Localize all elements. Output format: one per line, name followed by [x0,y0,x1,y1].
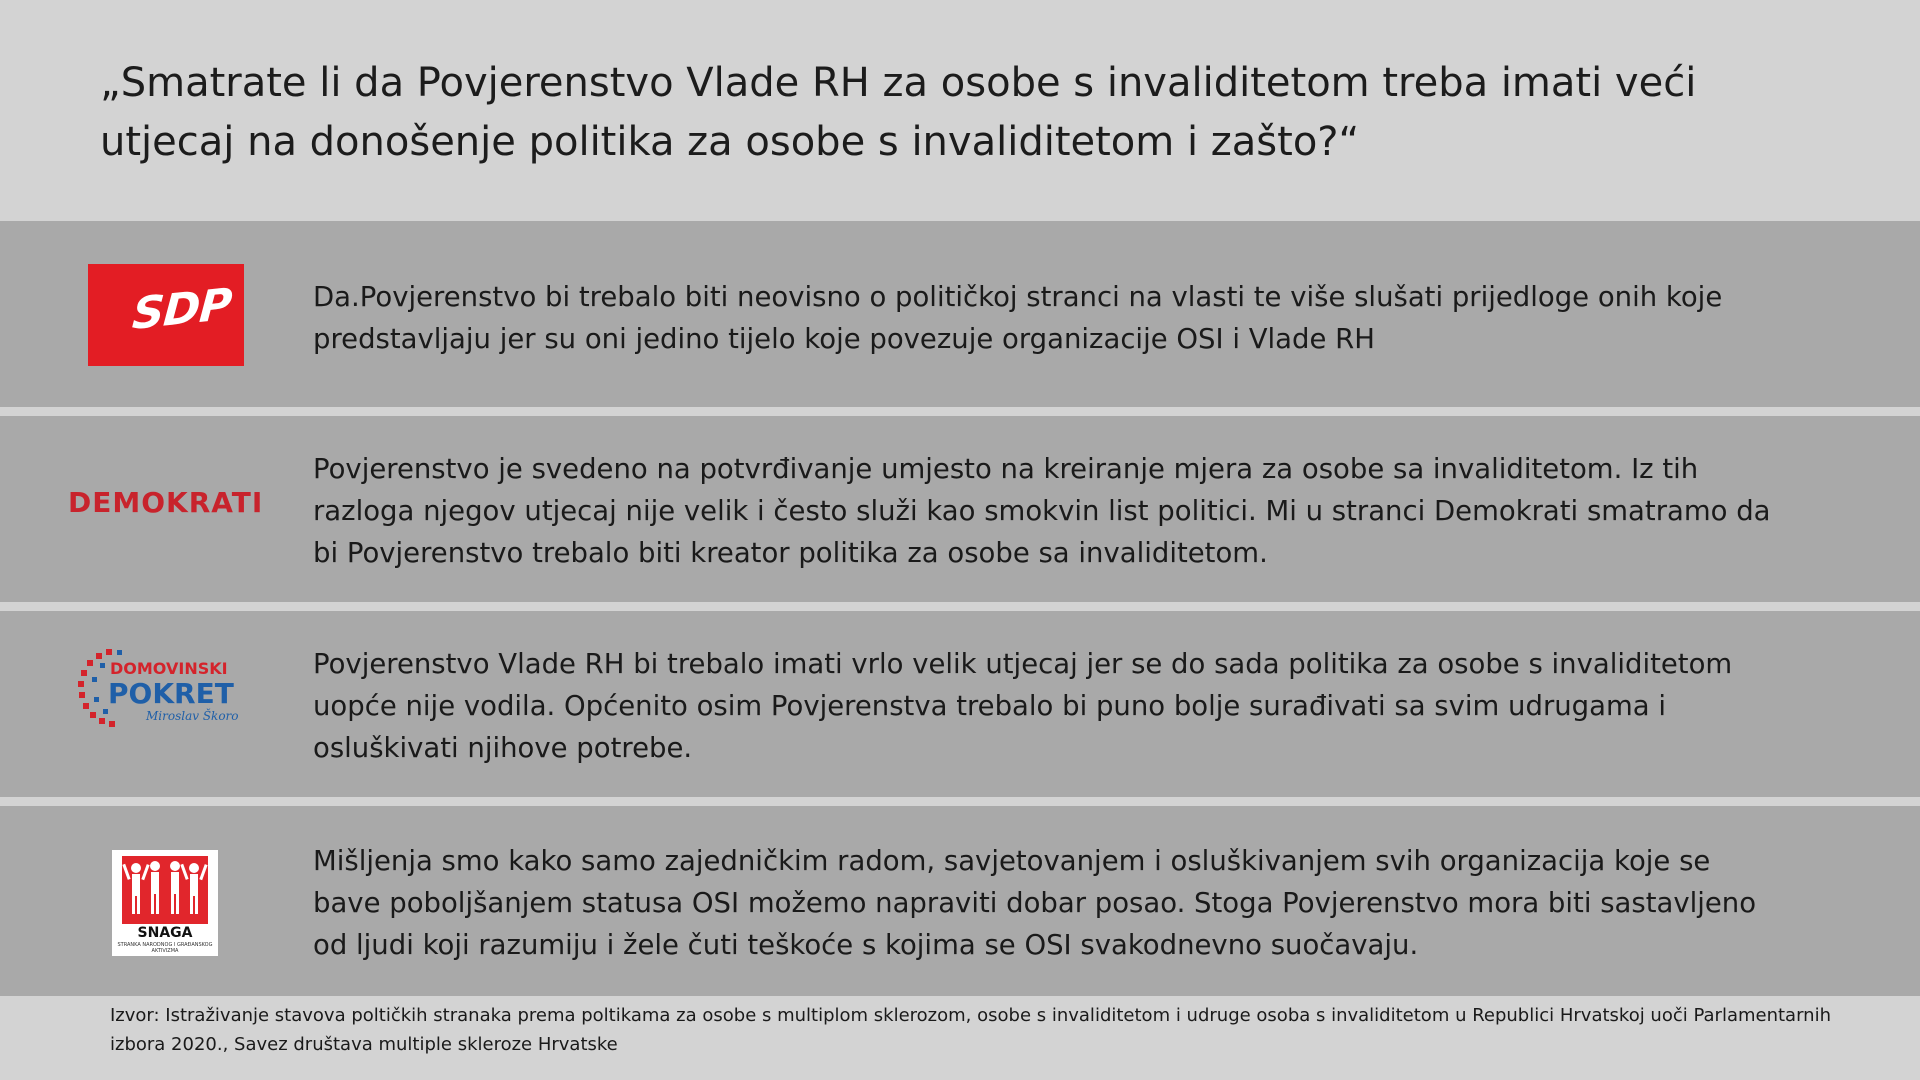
people-icon [122,856,208,924]
demokrati-logo-text: DEMOKRATI [68,486,264,519]
header [0,0,1920,220]
snaga-logo [112,850,218,956]
sdp-logo-text: SDP [130,279,233,340]
party-row-sdp [0,221,1920,407]
snaga-answer-text: Mišljenja smo kako samo zajedničkim radom, savjetovanjem i osluškivanjem svih organizacija koje se bave poboljšanjem statusa OSI možemo napraviti dobar posao. Stoga Povjerenstvo mora biti sastavljeno od ljudi koji razumiju i žele čuti teškoće s kojima se OSI svakodnevno suočavaju. [313,845,1757,961]
domovinski-logo-text: DOMOVINSKI [110,659,228,678]
source-footnote: Izvor: Istraživanje stavova poltičkih stranaka prema poltikama za osobe s multiplom sklerozom, osobe s invaliditetom i udruge osoba s invaliditetom u Republici Hrvatskoj uoči Parlamentarnih izbora 2020., Savez društava multiple skleroze Hrvatske [110,1005,1831,1055]
signature-logo-text: Miroslav Škoro [146,709,239,723]
domovinski-pokret-answer-text: Povjerenstvo Vlade RH bi trebalo imati vrlo velik utjecaj jer se do sada politika za osobe s invaliditetom uopće nije vodila. Općenito osim Povjerenstva trebalo bi puno bolje surađivati sa svim udrugama i osluškivati njihove potrebe. [313,648,1733,764]
domovinski-pokret-logo [76,647,246,737]
pokret-logo-text: POKRET [108,677,234,710]
sdp-logo [88,264,244,366]
party-row-snaga [0,806,1920,996]
demokrati-answer-text: Povjerenstvo je svedeno na potvrđivanje umjesto na kreiranje mjera za osobe sa invaliditetom. Iz tih razloga njegov utjecaj nije velik i često služi kao smokvin list politici. Mi u stranci Demokrati smatramo da bi Povjerenstvo trebalo biti kreator politika za osobe sa invaliditetom. [313,453,1771,569]
snaga-logo-text: SNAGA [137,925,193,941]
party-row-demokrati [0,416,1920,602]
snaga-logo-subtitle: STRANKA NARODNOG I GRAĐANSKOG AKTIVIZMA [117,942,213,954]
party-row-domovinski-pokret [0,611,1920,797]
snaga-red-square [122,856,208,924]
page-title: „Smatrate li da Povjerenstvo Vlade RH za osobe s invaliditetom treba imati veći utjecaj na donošenje politika za osobe s invaliditetom i zašto?“ [100,60,1697,165]
sdp-answer-text: Da.Povjerenstvo bi trebalo biti neovisno o političkoj stranci na vlasti te više slušati prijedloge onih koje predstavljaju jer su oni jedino tijelo koje povezuje organizacije OSI i Vlade RH [313,281,1723,355]
demokrati-logo [68,486,268,526]
